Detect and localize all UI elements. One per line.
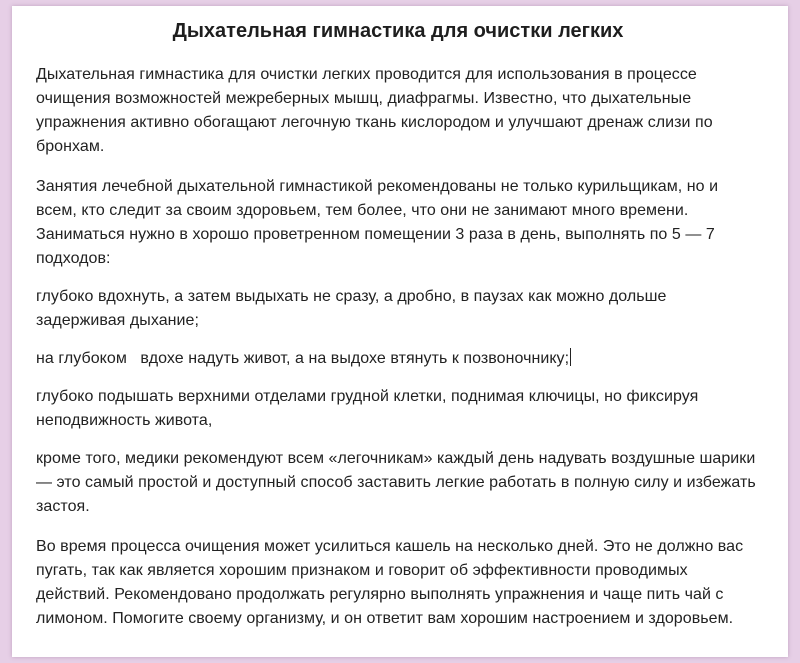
text-cursor <box>570 348 571 366</box>
paragraph-conclusion: Во время процесса очищения может усилиться кашель на несколько дней. Это не должно вас пугать, так как является хорошим признаком и говорит об эффективности проводимых действий. Рекомендовано продолжать регулярно выполнять упражнения и чаще пить чай с лимоном. Помогите своему организму, и он ответит вам хорошим настроением и здоровьем. <box>36 538 744 627</box>
paragraph-exercise-3: глубоко подышать верхними отделами грудной клетки, поднимая ключицы, но фиксируя неподвижность живота, <box>36 388 699 429</box>
paragraph-recommendation: Занятия лечебной дыхательной гимнастикой рекомендованы не только курильщикам, но и всем, кто следит за своим здоровьем, тем более, что они не занимают много времени. Заниматься нужно в хорошо проветренном помещении 3 раза в день, выполнять по 5 — 7 подходов: <box>36 178 719 267</box>
paragraph-exercise-2-text: на глубоком вдохе надуть живот, а на выдохе втянуть к позвоночнику; <box>36 350 570 367</box>
page-title: Дыхательная гимнастика для очистки легких <box>172 20 624 42</box>
paragraph-balloons: кроме того, медики рекомендуют всем «легочникам» каждый день надувать воздушные шарики — это самый простой и доступный способ заставить легкие работать в полную силу и избежать застоя. <box>36 450 756 515</box>
document-page <box>12 6 788 657</box>
paragraph-exercise-2[interactable] <box>36 347 760 371</box>
paragraph-intro: Дыхательная гимнастика для очистки легких проводится для использования в процессе очищения возможностей межреберных мышц, диафрагмы. Известно, что дыхательные упражнения активно обогащают легочную ткань кислородом и улучшают дренаж слизи по бронхам. <box>36 66 713 155</box>
paragraph-exercise-1: глубоко вдохнуть, а затем выдыхать не сразу, а дробно, в паузах как можно дольше задерживая дыхание; <box>36 288 667 329</box>
